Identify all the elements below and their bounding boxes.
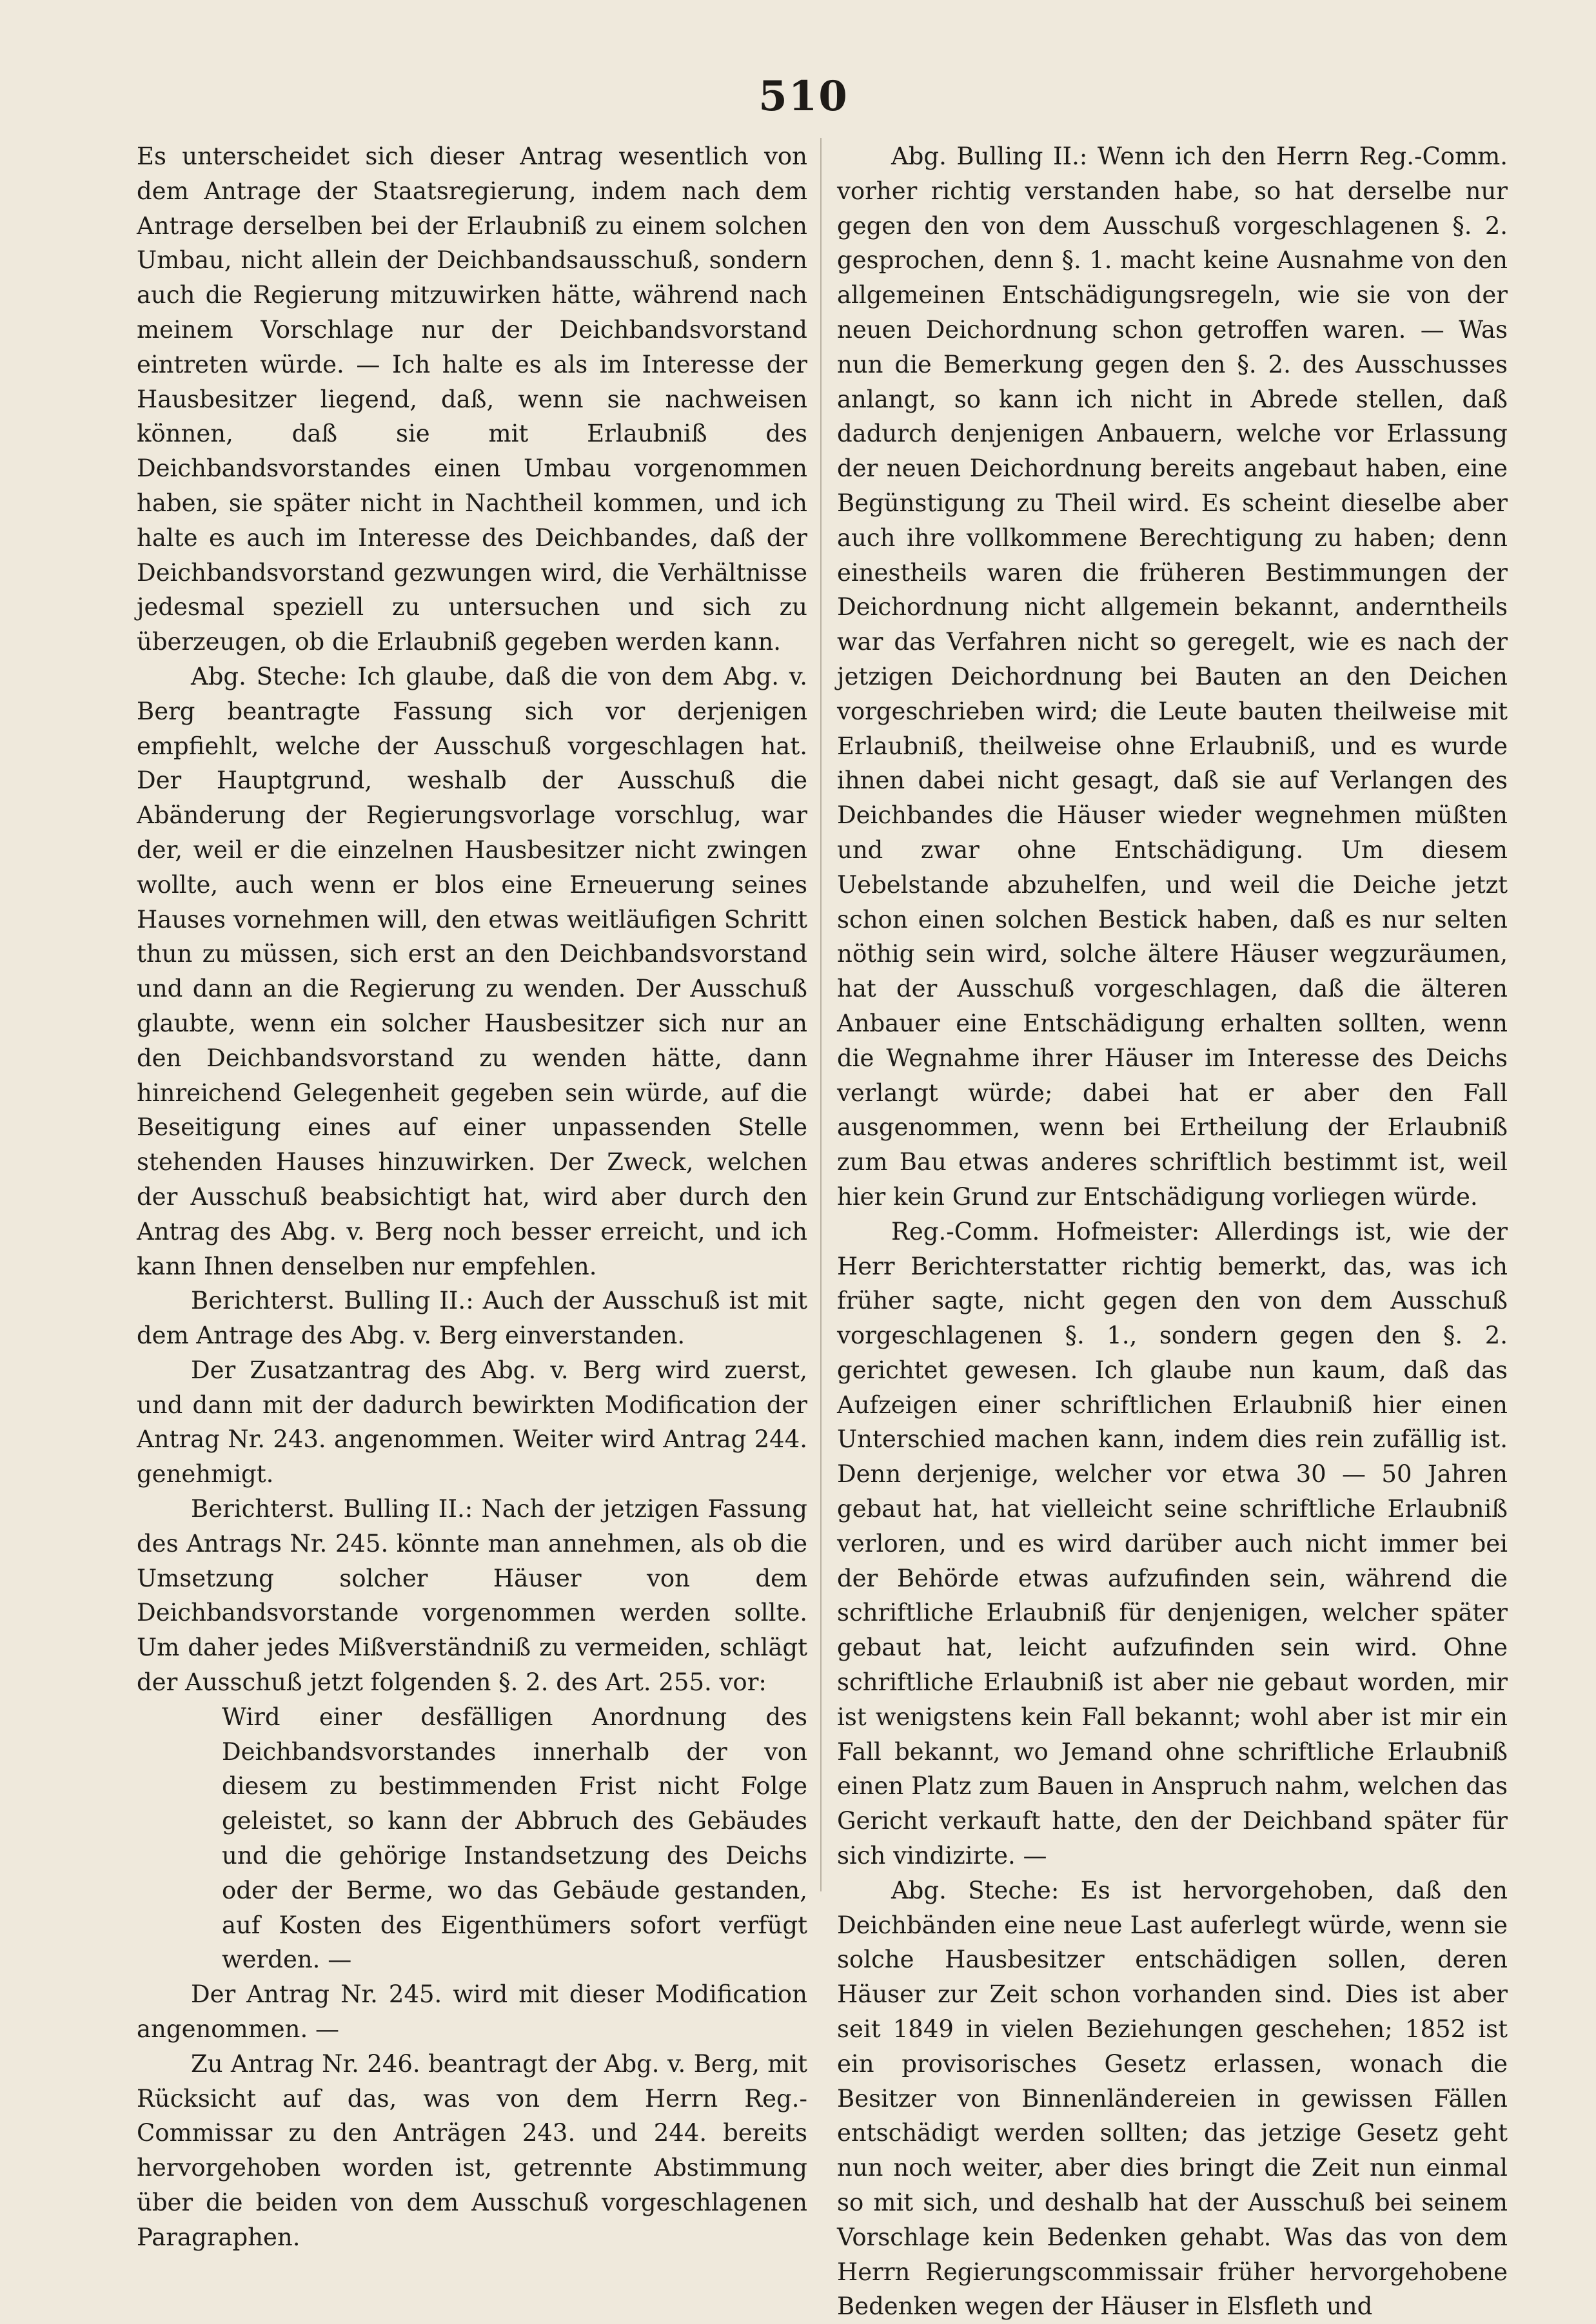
paragraph: Reg.-Comm. Hofmeister: Allerdings ist, wie der Herr Berichterstatter richtig bemerkt, das, was ich früher sagte, nicht gegen den von dem Ausschuß vorgeschlagenen §. 1., sondern gegen den §. 2. gerichtet gewesen. Ich glaube nun kaum, daß das Aufzeigen einer schriftlichen Erlaubniß hier einen Unterschied machen kann, indem dies rein zufällig ist. Denn derjenige, welcher vor etwa 30 — 50 Jahren gebaut hat, hat vielleicht seine schriftliche Erlaubniß verloren, und es wird darüber auch nicht immer bei der Behörde etwas aufzufinden sein, während die schriftliche Erlaubniß für denjenigen, welcher später gebaut hat, leicht aufzufinden sein wird. Ohne schriftliche Erlaubniß ist aber nie gebaut worden, mir ist wenigstens kein Fall bekannt; wohl aber ist mir ein Fall bekannt, wo Jemand ohne schriftliche Erlaubniß einen Platz zum Bauen in Anspruch nahm, welchen das Gericht verkauft hatte, den der Deichband später für sich vindizirte. — <box>837 1217 1508 1870</box>
paragraph: Abg. Bulling II.: Wenn ich den Herrn Reg.-Comm. vorher richtig verstanden habe, so hat derselbe nur gegen den von dem Ausschuß vorgeschlagenen §. 2. gesprochen, denn §. 1. macht keine Ausnahme von den allgemeinen Entschädigungsregeln, wie sie von der neuen Deichordnung schon getroffen waren. — Was nun die Bemerkung gegen den §. 2. des Ausschusses anlangt, so kann ich nicht in Abrede stellen, daß dadurch denjenigen Anbauern, welche vor Erlassung der neuen Deichordnung bereits angebaut haben, eine Begünstigung zu Theil wird. Es scheint dieselbe aber auch ihre vollkommene Berechtigung zu haben; denn einestheils waren die früheren Bestimmungen der Deichordnung nicht allgemein bekannt, anderntheils war das Verfahren nicht so geregelt, wie es nach der jetzigen Deichordnung bei Bauten an den Deichen vorgeschrieben wird; die Leute bauten theilweise mit Erlaubniß, theilweise ohne Erlaubniß, und es wurde ihnen dabei nicht gesagt, daß sie auf Verlangen des Deichbandes die Häuser wieder wegnehmen müßten und zwar ohne Entschädigung. Um diesem Uebelstande abzuhelfen, und weil die Deiche jetzt schon einen solchen Bestick haben, daß es nur selten nöthig sein wird, solche ältere Häuser wegzuräumen, hat der Ausschuß vorgeschlagen, daß die älteren Anbauer eine Entschädigung erhalten sollten, wenn die Wegnahme ihrer Häuser im Interesse des Deichs verlangt würde; dabei hat er aber den Fall ausgenommen, wenn bei Ertheilung der Erlaubniß zum Bau etwas anderes schriftlich bestimmt ist, weil hier kein Grund zur Entschädigung vorliegen würde. <box>837 142 1508 1211</box>
right-column <box>837 139 1508 2324</box>
paragraph: Abg. Steche: Ich glaube, daß die von dem Abg. v. Berg beantragte Fassung sich vor derjenigen empfiehlt, welche der Ausschuß vorgeschlagen hat. Der Hauptgrund, weshalb der Ausschuß die Abänderung der Regierungsvorlage vorschlug, war der, weil er die einzelnen Hausbesitzer nicht zwingen wollte, auch wenn er blos eine Erneuerung seines Hauses vornehmen will, den etwas weitläufigen Schritt thun zu müssen, sich erst an den Deichbandsvorstand und dann an die Regierung zu wenden. Der Ausschuß glaubte, wenn ein solcher Hausbesitzer sich nur an den Deichbandsvorstand zu wenden hätte, dann hinreichend Gelegenheit gegeben sein würde, auf die Beseitigung eines auf einer unpassenden Stelle stehenden Hauses hinzuwirken. Der Zweck, welchen der Ausschuß beabsichtigt hat, wird aber durch den Antrag des Abg. v. Berg noch besser erreicht, und ich kann Ihnen denselben nur empfehlen. <box>137 662 807 1280</box>
column-divider <box>820 138 822 1891</box>
paragraph: Der Antrag Nr. 245. wird mit dieser Modification angenommen. — <box>137 1980 807 2044</box>
page-number: 510 <box>758 72 849 121</box>
left-column <box>137 139 807 2255</box>
paragraph: Der Zusatzantrag des Abg. v. Berg wird zuerst, und dann mit der dadurch bewirkten Modification der Antrag Nr. 243. angenommen. Weiter wird Antrag 244. genehmigt. <box>137 1356 807 1489</box>
paragraph: Es unterscheidet sich dieser Antrag wesentlich von dem Antrage der Staatsregierung, indem nach dem Antrage derselben bei der Erlaubniß zu einem solchen Umbau, nicht allein der Deichbandsausschuß, sondern auch die Regierung mitzuwirken hätte, während nach meinem Vorschlage nur der Deichbandsvorstand eintreten würde. — Ich halte es als im Interesse der Hausbesitzer liegend, daß, wenn sie nachweisen können, daß sie mit Erlaubniß des Deichbandsvorstandes einen Umbau vorgenommen haben, sie später nicht in Nachtheil kommen, und ich halte es auch im Interesse des Deichbandes, daß der Deichbandsvorstand gezwungen wird, die Verhältnisse jedesmal speziell zu untersuchen und sich zu überzeugen, ob die Erlaubniß gegeben werden kann. <box>137 142 807 656</box>
paragraph: Berichterst. Bulling II.: Nach der jetzigen Fassung des Antrags Nr. 245. könnte man annehmen, als ob die Umsetzung solcher Häuser von dem Deichbandsvorstande vorgenommen werden sollte. Um daher jedes Mißverständniß zu vermeiden, schlägt der Ausschuß jetzt folgenden §. 2. des Art. 255. vor: <box>137 1495 807 1697</box>
paragraph: Zu Antrag Nr. 246. beantragt der Abg. v. Berg, mit Rücksicht auf das, was von dem Herrn Reg.-Commissar zu den Anträgen 243. und 244. bereits hervorgehoben worden ist, getrennte Abstimmung über die beiden von dem Ausschuß vorgeschlagenen Paragraphen. <box>137 2049 807 2251</box>
paragraph: Berichterst. Bulling II.: Auch der Ausschuß ist mit dem Antrage des Abg. v. Berg einverstanden. <box>137 1287 807 1350</box>
quoted-paragraph: Wird einer desfälligen Anordnung des Deichbandsvorstandes innerhalb der von diesem zu bestimmenden Frist nicht Folge geleistet, so kann der Abbruch des Gebäudes und die gehörige Instandsetzung des Deichs oder der Berme, wo das Gebäude gestanden, auf Kosten des Eigenthümers sofort verfügt werden. — <box>222 1703 807 1974</box>
paragraph: Abg. Steche: Es ist hervorgehoben, daß den Deichbänden eine neue Last auferlegt würde, wenn sie solche Hausbesitzer entschädigen sollen, deren Häuser zur Zeit schon vorhanden sind. Dies ist aber seit 1849 in vielen Beziehungen geschehen; 1852 ist ein provisorisches Gesetz erlassen, wonach die Besitzer von Binnenländereien in gewissen Fällen entschädigt werden sollten; das jetzige Gesetz geht nun noch weiter, aber dies bringt die Zeit nun einmal so mit sich, und deshalb hat der Ausschuß bei seinem Vorschlage kein Bedenken gehabt. Was das von dem Herrn Regierungscommissair früher hervorgehobene Bedenken wegen der Häuser in Elsfleth und <box>837 1876 1508 2321</box>
